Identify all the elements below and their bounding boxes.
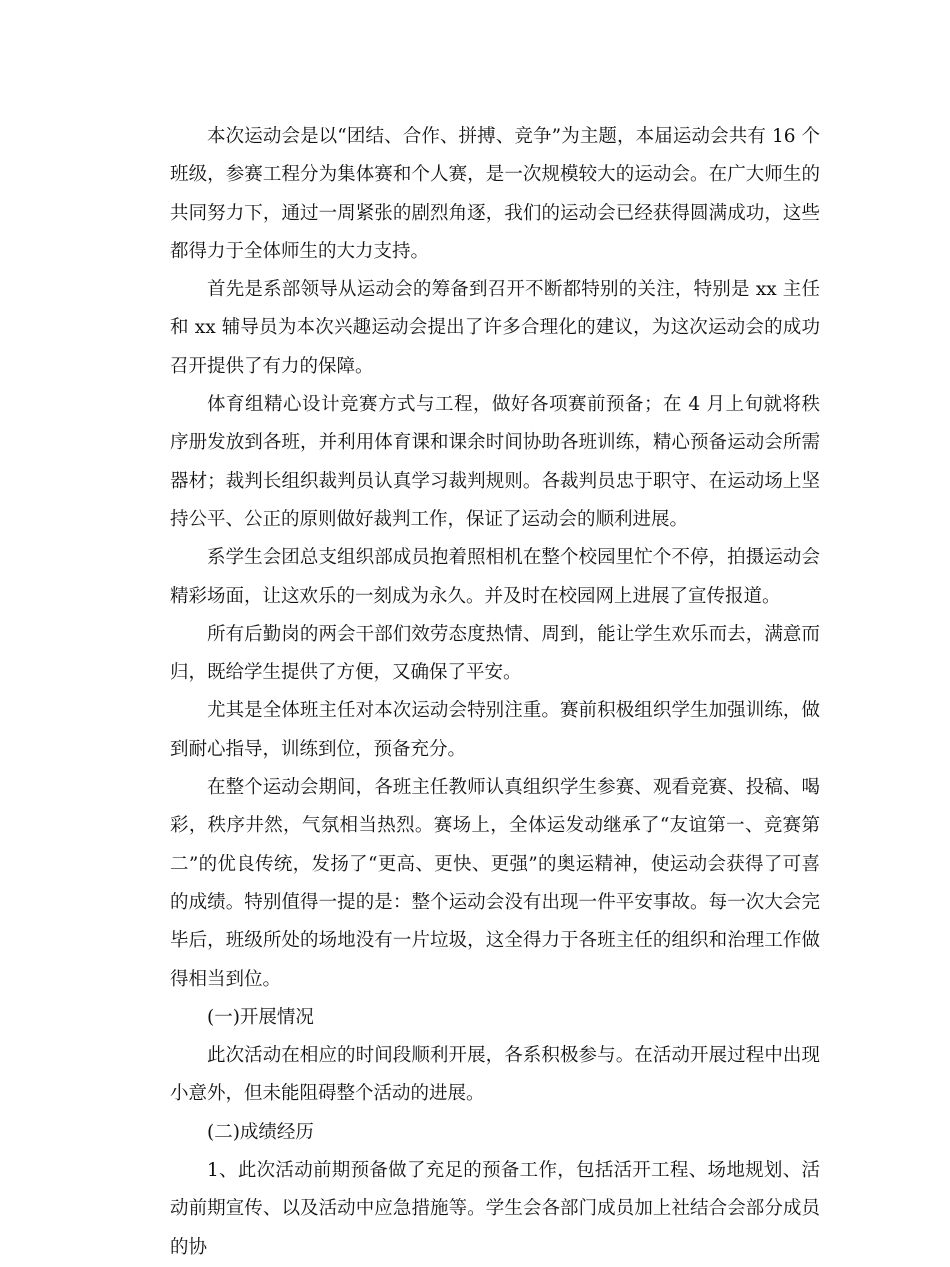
paragraph-achievements: 1、此次活动前期预备做了充足的预备工作，包括活开工程、场地规划、活动前期宣传、以及活动中应急措施等。学生会各部门成员加上社结合会部分成员的协	[170, 1160, 820, 1258]
paragraph-logistics: 所有后勤岗的两会干部们效劳态度热情、周到，能让学生欢乐而去，满意而归，既给学生提供了方便，又确保了平安。	[170, 623, 820, 684]
section-heading-progress: (一)开展情况	[207, 1006, 314, 1028]
paragraph-class-teachers: 尤其是全体班主任对本次运动会特别注重。赛前积极组织学生加强训练，做到耐心指导，训练到位，预备充分。	[170, 700, 820, 760]
paragraph-progress: 此次活动在相应的时间段顺利开展，各系积极参与。在活动开展过程中出现小意外，但未能阻碍整个活动的进展。	[170, 1045, 820, 1105]
paragraph-sports-group: 体育组精心设计竞赛方式与工程，做好各项赛前预备；在 4 月上旬就将秩序册发放到各班，并利用体育课和课余时间协助各班训练，精心预备运动会所需器材；裁判长组织裁判员认真学习裁判规则。各裁判员忠于职守、在运动场上坚持公平、公正的原则做好裁判工作，保证了运动会的顺利进展。	[170, 394, 820, 530]
section-heading-achievements: (二)成绩经历	[207, 1121, 314, 1143]
paragraph-theme: 本次运动会是以“团结、合作、拼搏、竞争”为主题，本届运动会共有 16 个班级，参赛工程分为集体赛和个人赛，是一次规模较大的运动会。在广大师生的共同努力下，通过一周紧张的剧烈角逐，我们的运动会已经获得圆满成功，这些都得力于全体师生的大力支持。	[170, 126, 820, 262]
paragraph-student-union: 系学生会团总支组织部成员抱着照相机在整个校园里忙个不停，拍摄运动会精彩场面，让这欢乐的一刻成为永久。并及时在校园网上进展了宣传报道。	[170, 547, 820, 607]
paragraph-leadership: 首先是系部领导从运动会的筹备到召开不断都特别的关注，特别是 xx 主任和 xx 辅导员为本次兴趣运动会提出了许多合理化的建议，为这次运动会的成功召开提供了有力的保障。	[170, 279, 820, 377]
paragraph-event-period: 在整个运动会期间，各班主任教师认真组织学生参赛、观看竞赛、投稿、喝彩，秩序井然，气氛相当热烈。赛场上，全体运发动继承了“友谊第一、竞赛第二”的优良传统，发扬了“更高、更快、更强”的奥运精神，使运动会获得了可喜的成绩。特别值得一提的是：整个运动会没有出现一件平安事故。每一次大会完毕后，班级所处的场地没有一片垃圾，这全得力于各班主任的组织和治理工作做得相当到位。	[170, 777, 820, 990]
